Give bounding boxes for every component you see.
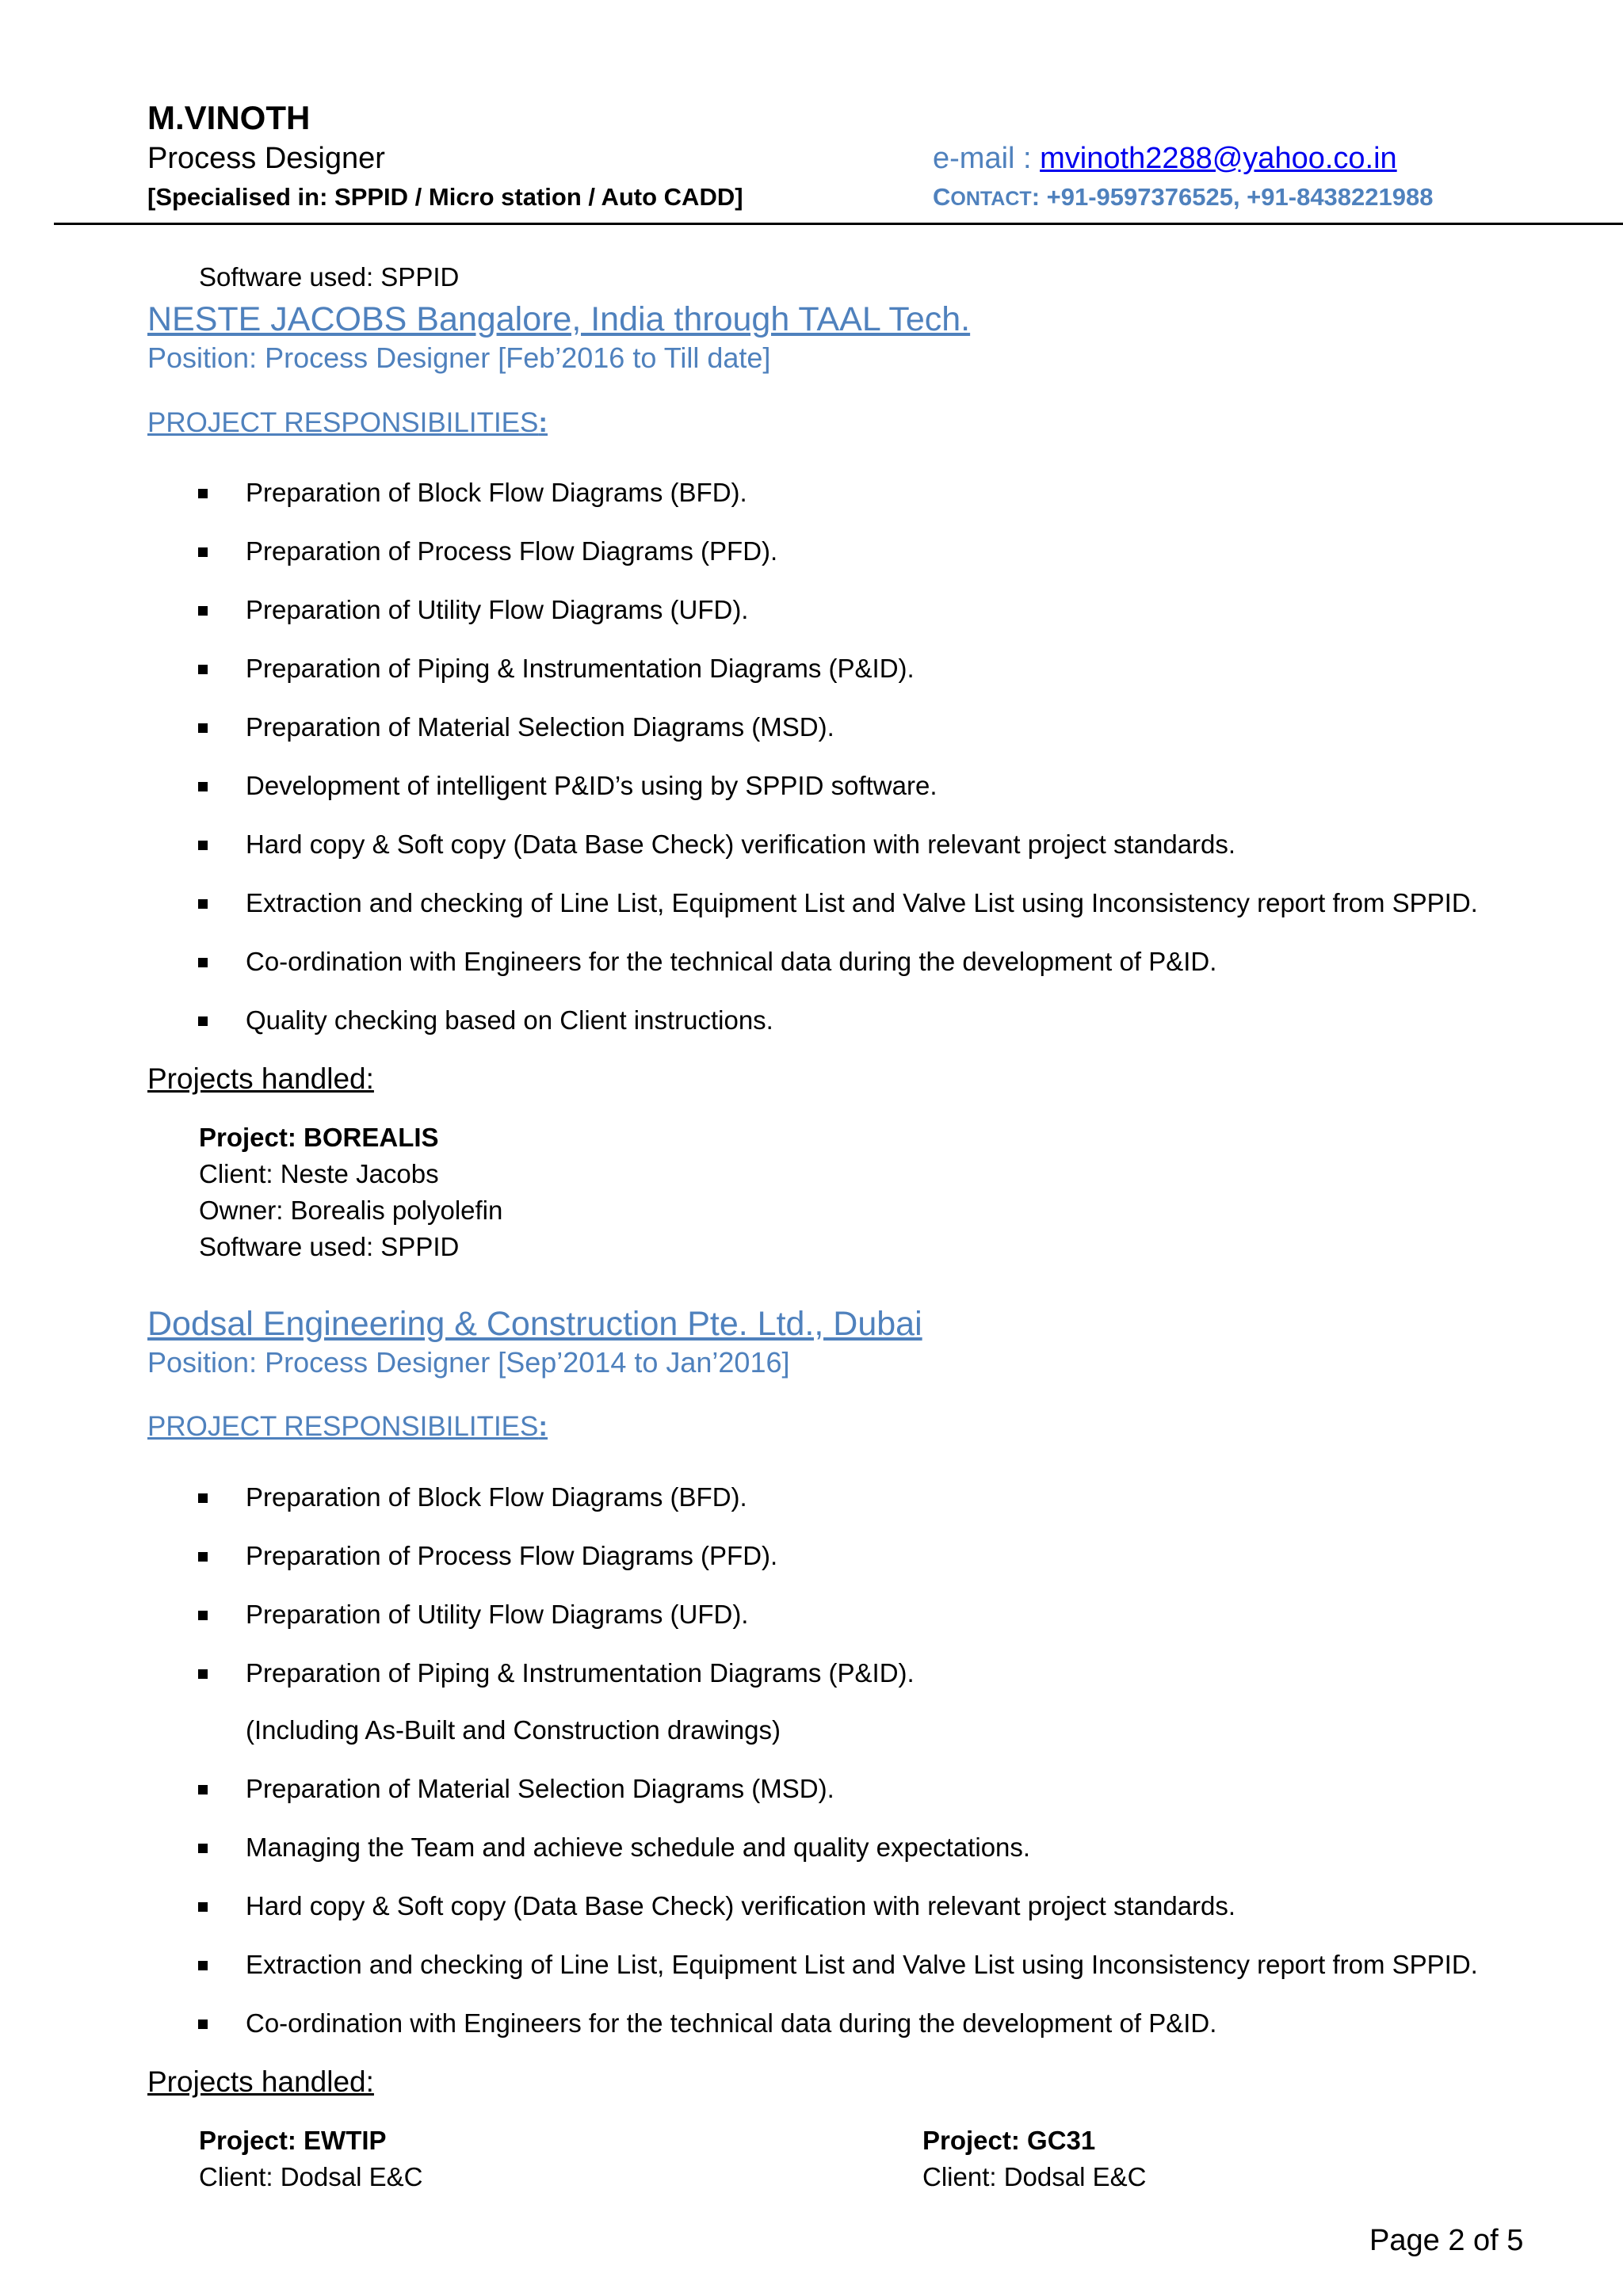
- bullet-icon: [198, 1844, 208, 1853]
- contact-label-rest: ONTACT: [950, 188, 1032, 210]
- bullet-icon: [198, 782, 208, 791]
- job2-position: Position: Process Designer [Sep’2014 to Jan’2016]: [147, 1346, 790, 1379]
- job2-company: [147, 1306, 1041, 1343]
- bullet-icon: [198, 547, 208, 557]
- job2-responsibilities-heading: [147, 1412, 548, 1443]
- job1-project-title: Project: BOREALIS: [199, 1123, 439, 1152]
- job2-projects-heading: Projects handled:: [147, 2065, 374, 2098]
- job1-position: Position: Process Designer [Feb’2016 to Till date]: [147, 341, 771, 374]
- job2-project-2-client: Client: Dodsal E&C: [922, 2162, 1147, 2191]
- resume-role: Process Designer: [147, 142, 385, 175]
- job2-company-name: Dodsal Engineering & Construction Pte. Ltd., Dubai: [147, 1305, 922, 1343]
- bullet-icon: [198, 1493, 208, 1503]
- bullet-icon: [198, 1785, 208, 1794]
- contact-label-initial: C: [933, 183, 951, 211]
- page-number: [1369, 2225, 1523, 2258]
- job2-resp-heading-text: PROJECT RESPONSIBILITIES: [147, 1411, 539, 1442]
- bullet-icon: [198, 1669, 208, 1679]
- job1-resp-heading-text: PROJECT RESPONSIBILITIES: [147, 407, 539, 438]
- job2-project-1-title: Project: EWTIP: [199, 2126, 387, 2155]
- job1-project-client: Client: Neste Jacobs: [199, 1159, 439, 1188]
- bullet-icon: [198, 1611, 208, 1620]
- page-prefix: Page: [1369, 2224, 1449, 2257]
- bullet-icon: [198, 1902, 208, 1912]
- bullet-icon: [198, 1016, 208, 1026]
- job2-project-2-title: Project: GC31: [922, 2126, 1096, 2155]
- page-of: of: [1465, 2224, 1507, 2257]
- bullet-icon: [198, 1552, 208, 1562]
- resume-name: M.VINOTH: [147, 99, 311, 136]
- bullet-icon: [198, 841, 208, 850]
- job1-projects-heading: Projects handled:: [147, 1062, 374, 1095]
- bullet-icon: [198, 958, 208, 967]
- bullet-icon: [198, 723, 208, 733]
- bullet-icon: [198, 1961, 208, 1970]
- job1-project-owner: Owner: Borealis polyolefin: [199, 1196, 503, 1225]
- page-total: 5: [1507, 2224, 1524, 2257]
- header-divider: [54, 223, 1623, 225]
- resume-specialisation: [Specialised in: SPPID / Micro station / Auto CADD]: [147, 183, 743, 211]
- page-current: 2: [1448, 2224, 1465, 2257]
- job2-project-1-client: Client: Dodsal E&C: [199, 2162, 423, 2191]
- bullet-icon: [198, 665, 208, 674]
- top-software-note: Software used: SPPID: [199, 262, 460, 292]
- contact-line: [933, 184, 1433, 211]
- bullet-icon: [198, 2019, 208, 2029]
- bullet-icon: [198, 899, 208, 909]
- job1-responsibilities-heading: [147, 408, 548, 439]
- job1-resp-colon: :: [538, 407, 548, 438]
- email-line: [933, 143, 1397, 176]
- email-link[interactable]: mvinoth2288@yahoo.co.in: [1040, 142, 1397, 175]
- job1-project-software: Software used: SPPID: [199, 1232, 460, 1261]
- contact-numbers: : +91-9597376525, +91-8438221988: [1031, 183, 1434, 211]
- job2-resp-colon: :: [538, 1411, 548, 1442]
- email-label: e-mail :: [933, 142, 1041, 175]
- bullet-icon: [198, 489, 208, 498]
- job1-company: [147, 301, 1089, 338]
- job1-company-name: NESTE JACOBS Bangalore, India through TAAL Tech.: [147, 300, 971, 338]
- bullet-icon: [198, 606, 208, 616]
